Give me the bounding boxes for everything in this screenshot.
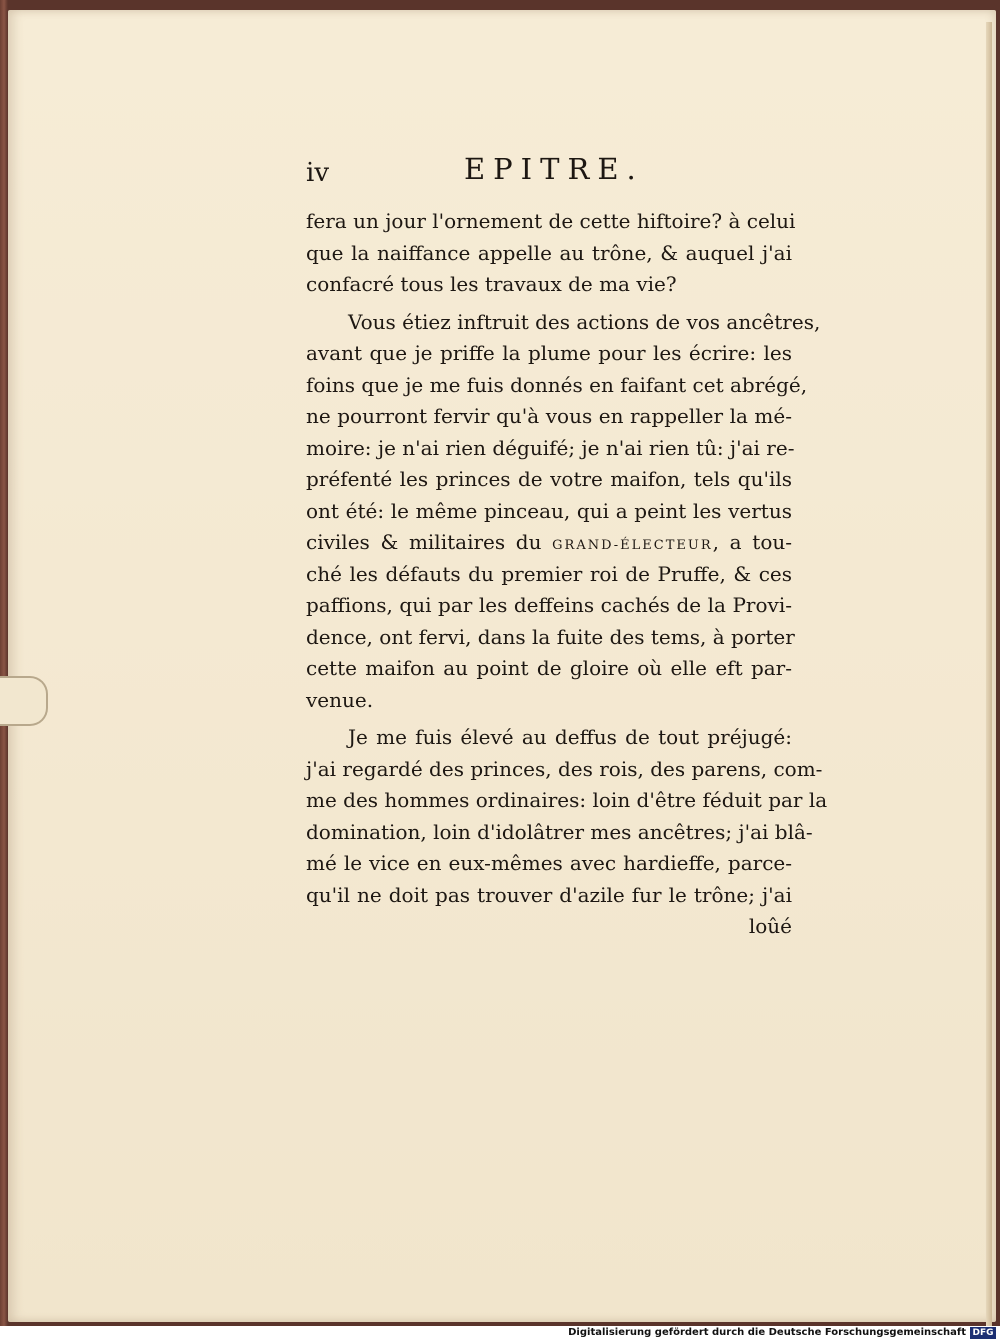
page-edge (986, 22, 992, 1328)
text-line: dence, ont fervi, dans la fuite des tems, à porter (306, 624, 795, 649)
page-number: iv (306, 158, 330, 188)
text-line: fera un jour l'ornement de cette hiftoire? à celui (306, 209, 796, 233)
text-line: préfenté les princes de votre maifon, tels qu'ils (306, 467, 792, 491)
text-line: que la naiffance appelle au trône, & auquel j'ai (306, 240, 792, 265)
text-segment: civiles & militaires du (306, 530, 542, 554)
page-marker-tab (0, 676, 48, 726)
text-line: j'ai regardé des princes, des rois, des parens, com- (306, 756, 823, 781)
text-line: cette maifon au point de gloire où elle eft par- (306, 656, 792, 680)
text-line: qu'il ne doit pas trouver d'azile fur le trône; j'ai (306, 882, 792, 907)
running-title: EPITRE. (464, 152, 644, 186)
text-line: ché les défauts du premier roi de Pruffe, & ces (306, 561, 792, 586)
text-line: Vous étiez inftruit des actions de vos ancêtres, (348, 309, 821, 334)
text-line: moire: je n'ai rien déguifé; je n'ai rien tû: j'ai re- (306, 435, 795, 460)
funding-credit: Digitalisierung gefördert durch die Deutsche Forschungsgemeinschaft (568, 1327, 966, 1338)
dfg-logo-icon: DFG (970, 1327, 996, 1339)
page-header (306, 152, 798, 196)
text-segment: , a tou- (712, 530, 792, 554)
text-line: me des hommes ordinaires: loin d'être féduit par la (306, 788, 828, 812)
text-line-mixed (306, 527, 792, 559)
catchword: loûé (748, 914, 792, 938)
text-line: ont été: le même pinceau, qui a peint les vertus (306, 498, 792, 523)
text-line: paffions, qui par les deffeins cachés de la Provi- (306, 593, 792, 617)
body-text (306, 206, 828, 943)
text-line: confacré tous les travaux de ma vie? (306, 272, 677, 296)
text-line: Je me fuis élevé au deffus de tout préjugé: (348, 725, 792, 749)
text-line: ne pourront fervir qu'à vous en rappeller la mé- (306, 404, 792, 428)
text-line: venue. (306, 687, 374, 712)
small-caps-name: GRAND-ÉLECTEUR (552, 538, 713, 553)
text-line: domination, loin d'idolâtrer mes ancêtres; j'ai blâ- (306, 819, 813, 844)
text-line: mé le vice en eux-mêmes avec hardieffe, parce- (306, 851, 792, 875)
text-line: foins que je me fuis donnés en faifant cet abrégé, (306, 372, 808, 397)
text-line: avant que je priffe la plume pour les écrire: les (306, 341, 792, 365)
digitization-footer (0, 1326, 1000, 1341)
